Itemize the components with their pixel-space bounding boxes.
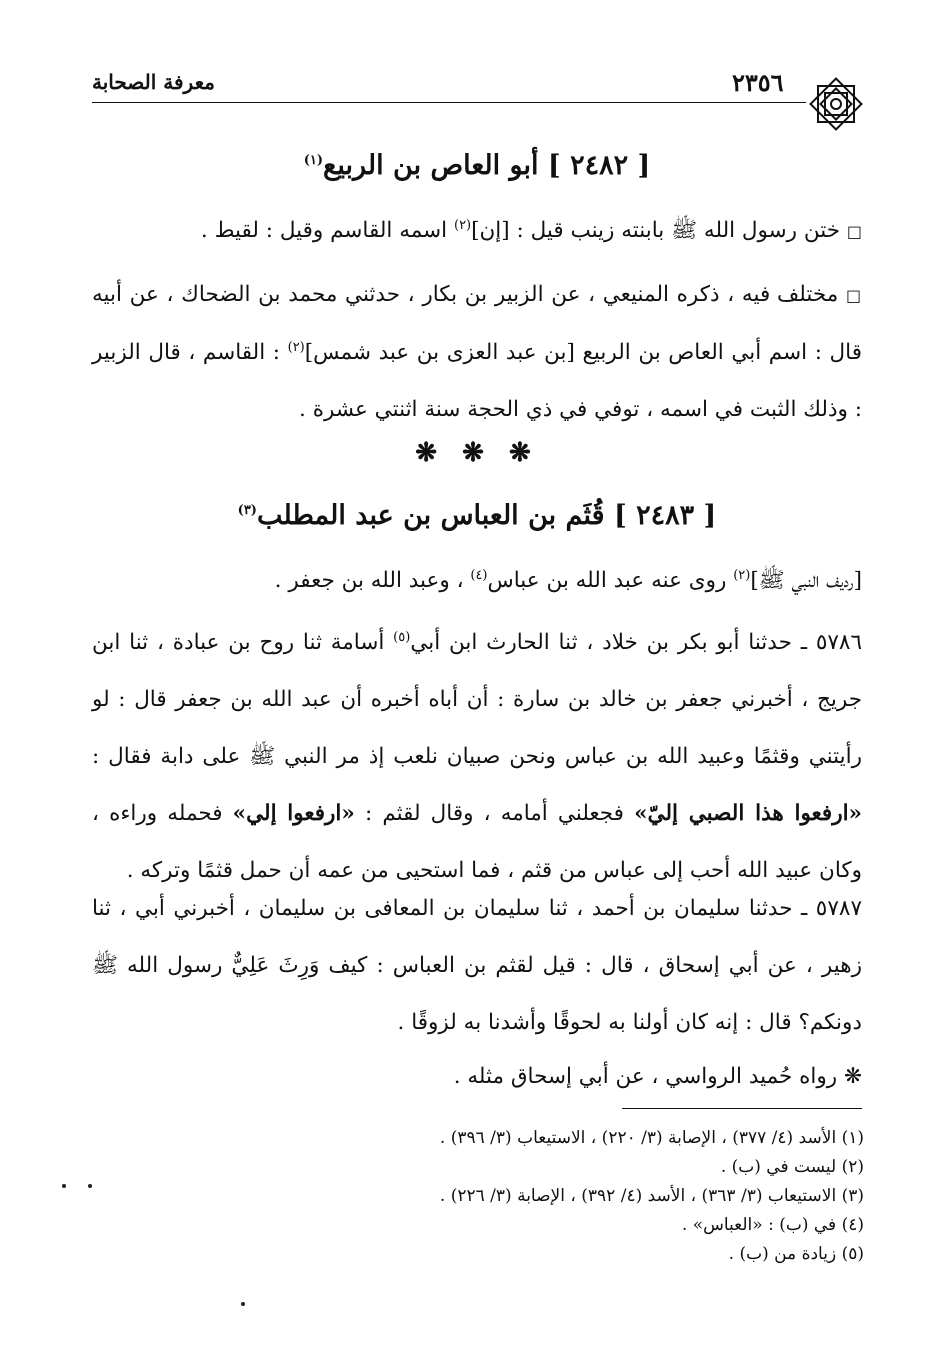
entry-title-2482: [ ٢٤٨٢ ] أبو العاص بن الربيع$^{(١)}$: [303, 150, 651, 181]
hadith-quote: «ارفعوا هذا الصبي إليّ»: [634, 801, 862, 826]
scan-speck: [62, 1184, 66, 1188]
hadith-quote: «ارفعوا إلي»: [232, 801, 355, 826]
page-number: ٢٣٥٦: [732, 68, 784, 97]
section-separator: ❋ ❋ ❋: [415, 438, 539, 468]
footnote-5: (٥) زيادة من (ب) .: [728, 1244, 864, 1264]
entry-2482-paragraph-1: □ ختن رسول الله ﷺ بابنته زينب قيل : [إن]$^{(٢)}$ اسمه القاسم وقيل : لقيط .: [200, 217, 862, 243]
page-header: [92, 66, 862, 102]
hadith-5787: ٥٧٨٧ ـ حدثنا سليمان بن أحمد ، ثنا سليمان بن المعافى بن سليمان ، أخبرني أبي ، ثنا زهير ، عن أبي إسحاق ، قال : قيل لقثم بن العباس : كيف وَرِثَ عَلِيٌّ رسول الله ﷺ دونكم؟ قال : إنه كان أولنا به لحوقًا وأشدنا به لزوقًا .: [92, 896, 862, 1035]
hadith-5786: ٥٧٨٦ ـ حدثنا أبو بكر بن خلاد ، ثنا الحارث ابن أبي$^{(٥)}$ أسامة ثنا روح بن عبادة ، ثنا ابن جريج ، أخبرني جعفر بن خالد بن سارة : أن أباه أخبره أن عبد الله بن جعفر قال : لو رأيتني وقثمًا وعبيد الله بن عباس ونحن صبيان نلعب إذ مر النبي ﷺ على دابة فقال : «ارفعوا هذا الصبي إليّ» فجعلني أمامه ، وقال لقثم : «ارفعوا إلي» فحمله وراءه ، وكان عبيد الله أحب إلى عباس من قثم ، فما استحيى من عمه أن حمل قثمًا وتركه .: [92, 629, 863, 883]
footnote-3: (٣) الاستيعاب (٣/ ٣٦٣) ، الأسد (٤/ ٣٩٢) ، الإصابة (٣/ ٢٢٦) .: [439, 1186, 864, 1206]
entry-title-2483: [ ٢٤٨٣ ] قُثَم بن العباس بن عبد المطلب$^{(٣)}$: [237, 500, 717, 531]
scan-speck: [241, 1302, 245, 1306]
running-title: معرفة الصحابة: [92, 70, 215, 94]
bullet-square-icon: □: [846, 222, 862, 241]
narration-note: ❋ رواه حُميد الرواسي ، عن أبي إسحاق مثله .: [453, 1064, 862, 1089]
ornament-icon: [806, 74, 866, 134]
header-rule: [92, 102, 806, 103]
bullet-square-icon: □: [846, 286, 862, 305]
footnote-4: (٤) في (ب) : «العباس» .: [681, 1215, 864, 1235]
scan-speck: [88, 1184, 92, 1188]
footnote-2: (٢) ليست في (ب) .: [720, 1157, 864, 1177]
entry-2482-paragraph-2: □ مختلف فيه ، ذكره المنيعي ، عن الزبير بن بكار ، حدثني محمد بن الضحاك ، عن أبيه قال : اسم أبي العاص بن الربيع [بن عبد العزى بن عبد شمس]$^{(٢)}$ : القاسم ، قال الزبير : وذلك الثبت في اسمه ، توفي في ذي الحجة سنة اثنتي عشرة .: [92, 282, 862, 422]
entry-2483-intro: [رديف النبي ﷺ]$^{(٢)}$ روى عنه عبد الله بن عباس$^{(٤)}$ ، وعبد الله بن جعفر .: [274, 567, 862, 593]
footnote-rule: [622, 1108, 862, 1109]
footnotes: [264, 1124, 864, 1269]
footnote-1: (١) الأسد (٤/ ٣٧٧) ، الإصابة (٣/ ٢٢٠) ، الاستيعاب (٣/ ٣٩٦) .: [439, 1128, 864, 1148]
